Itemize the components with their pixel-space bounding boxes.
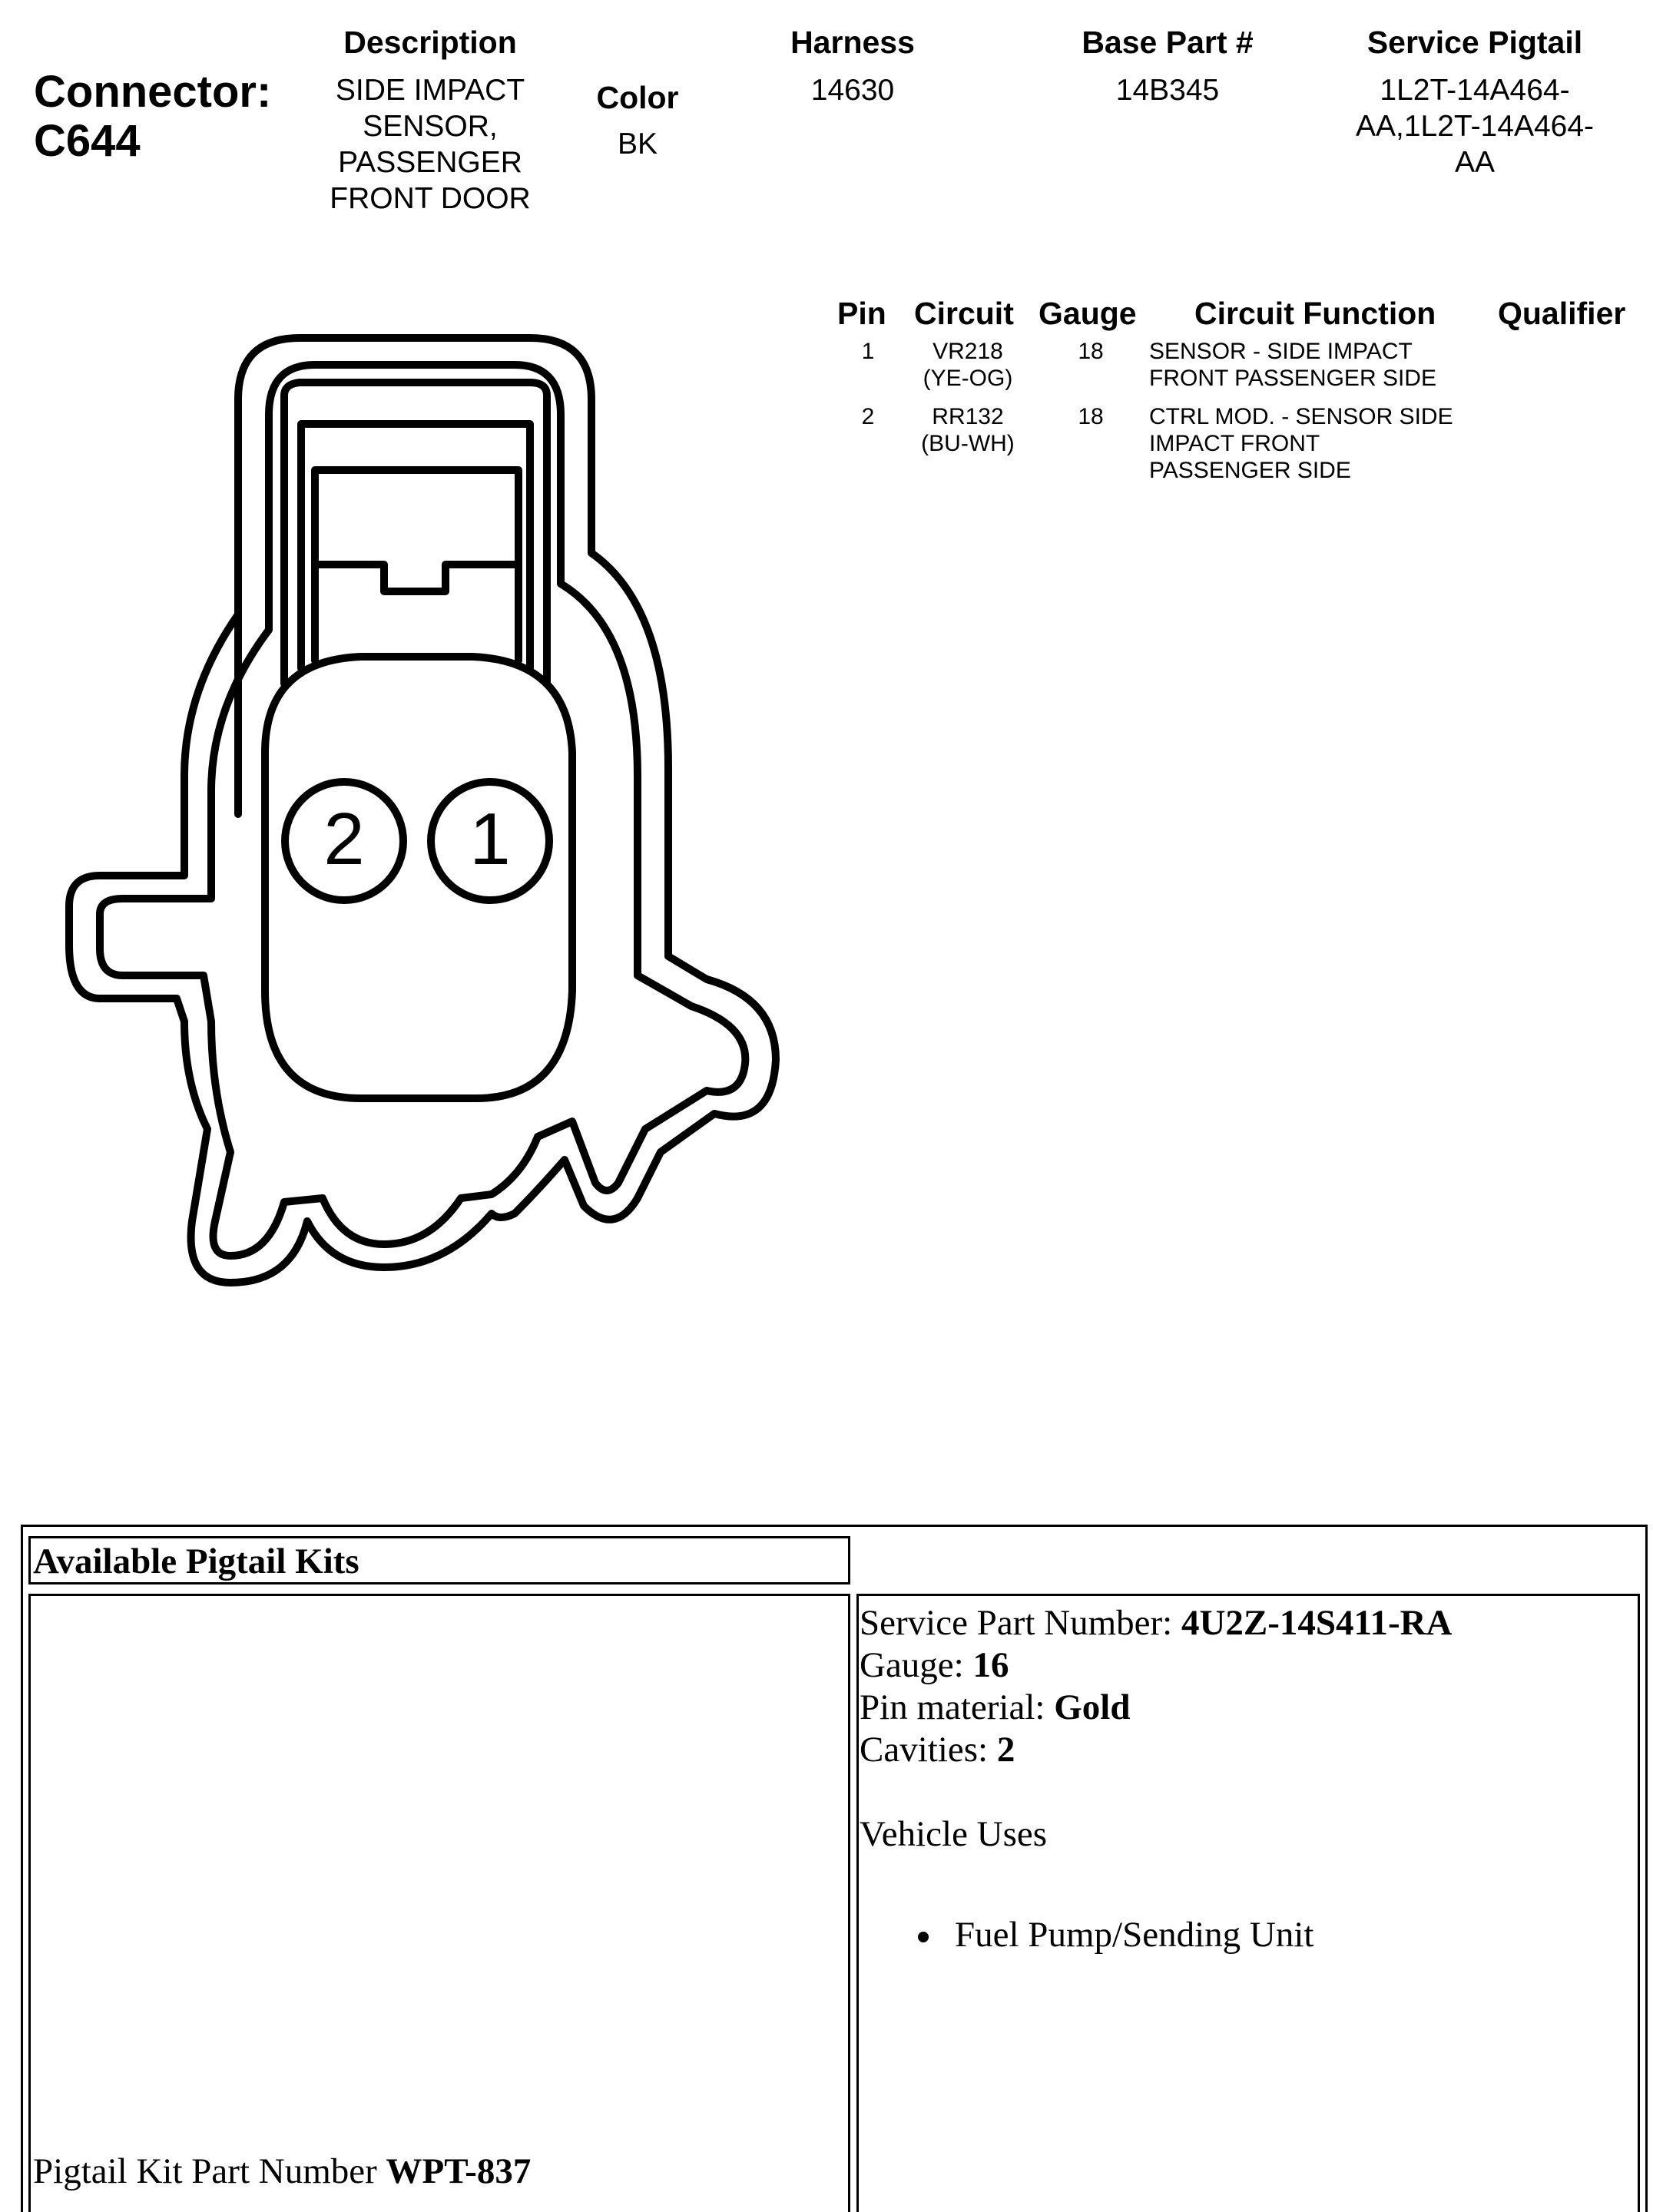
gauge-cell: 18: [1078, 339, 1104, 364]
function-line: CTRL MOD. - SENSOR SIDE: [1149, 404, 1453, 429]
connector-title-label: Connector:: [34, 67, 272, 117]
pin-column-header: Pin: [837, 296, 886, 331]
service-part-row: [860, 1602, 1453, 1644]
circuit-id: VR218: [933, 339, 1003, 364]
harness-value: 14630: [810, 74, 895, 107]
gauge-cell: 18: [1078, 404, 1104, 429]
gauge-column-header: Gauge: [1039, 296, 1137, 331]
circuit-function-column-header: Circuit Function: [1194, 296, 1436, 331]
qualifier-column-header: Qualifier: [1498, 296, 1626, 331]
latch-tab: [315, 565, 518, 591]
circuit-color: (BU-WH): [921, 431, 1015, 456]
pin-number: 1: [861, 339, 875, 364]
vehicle-use-item: Fuel Pump/Sending Unit: [955, 1915, 1314, 1955]
pin-number: 2: [861, 404, 875, 429]
function-line: PASSENGER SIDE: [1149, 458, 1351, 483]
housing-inner-outline: [100, 365, 745, 1256]
service-pigtail-value: [1321, 72, 1628, 180]
pin-material-label: Pin material:: [860, 1687, 1045, 1727]
description-line: SIDE IMPACT: [335, 74, 525, 107]
description-line: PASSENGER: [338, 146, 522, 179]
pigtail-image-cell: [28, 1594, 850, 2212]
base-part-value: 14B345: [1115, 74, 1220, 107]
pigtail-details: [860, 1602, 1453, 1856]
function-line: IMPACT FRONT: [1149, 431, 1320, 456]
connector-face-diagram: [0, 0, 845, 1367]
circuit-cell: [899, 338, 1037, 392]
description-line: FRONT DOOR: [330, 182, 531, 215]
color-label: Color: [596, 80, 679, 115]
circuit-column-header: Circuit: [914, 296, 1014, 331]
circuit-cell: [899, 403, 1037, 457]
harness-label: Harness: [790, 25, 915, 60]
pin-material-row: [860, 1687, 1453, 1729]
pin-label-1: 1: [469, 798, 511, 880]
circuit-function-cell: [1149, 403, 1487, 484]
cavities-value: 2: [996, 1730, 1015, 1770]
circuit-id: RR132: [932, 404, 1004, 429]
service-pigtail-label: Service Pigtail: [1366, 25, 1583, 60]
kit-part-number-label: Pigtail Kit Part Number: [33, 2151, 377, 2191]
cavities-row: [860, 1729, 1453, 1771]
gauge-label: Gauge:: [860, 1645, 964, 1685]
circuit-function-cell: [1149, 338, 1487, 392]
service-part-value: 4U2Z-14S411-RA: [1181, 1603, 1453, 1643]
kit-part-number-value: WPT-837: [386, 2151, 532, 2191]
pigtail-heading: Available Pigtail Kits: [33, 1541, 359, 1581]
pin-label-2: 2: [323, 798, 365, 880]
function-line: FRONT PASSENGER SIDE: [1149, 366, 1436, 391]
function-line: SENSOR - SIDE IMPACT: [1149, 339, 1413, 364]
gauge-row: [860, 1644, 1453, 1687]
pigtail-kit-part-number: [33, 2151, 531, 2193]
service-pigtail-line: AA: [1454, 146, 1496, 179]
pin-face: [265, 657, 572, 1098]
bullet-icon: [918, 1932, 929, 1942]
latch-inner: [301, 424, 530, 668]
service-pigtail-line: AA,1L2T-14A464-: [1355, 110, 1595, 143]
connector-id: C644: [34, 116, 141, 166]
description-line: SENSOR,: [363, 110, 498, 143]
pin-material-value: Gold: [1054, 1687, 1131, 1727]
housing-outer-outline: [69, 338, 776, 1283]
service-part-label: Service Part Number:: [860, 1603, 1173, 1643]
base-part-label: Base Part #: [1082, 25, 1254, 60]
cavities-label: Cavities:: [860, 1730, 989, 1770]
description-label: Description: [343, 25, 517, 60]
circuit-color: (YE-OG): [923, 366, 1013, 391]
gauge-value: 16: [972, 1645, 1009, 1685]
vehicle-uses-label: Vehicle Uses: [860, 1814, 1048, 1854]
color-value: BK: [617, 127, 658, 161]
service-pigtail-line: 1L2T-14A464-: [1380, 74, 1570, 107]
